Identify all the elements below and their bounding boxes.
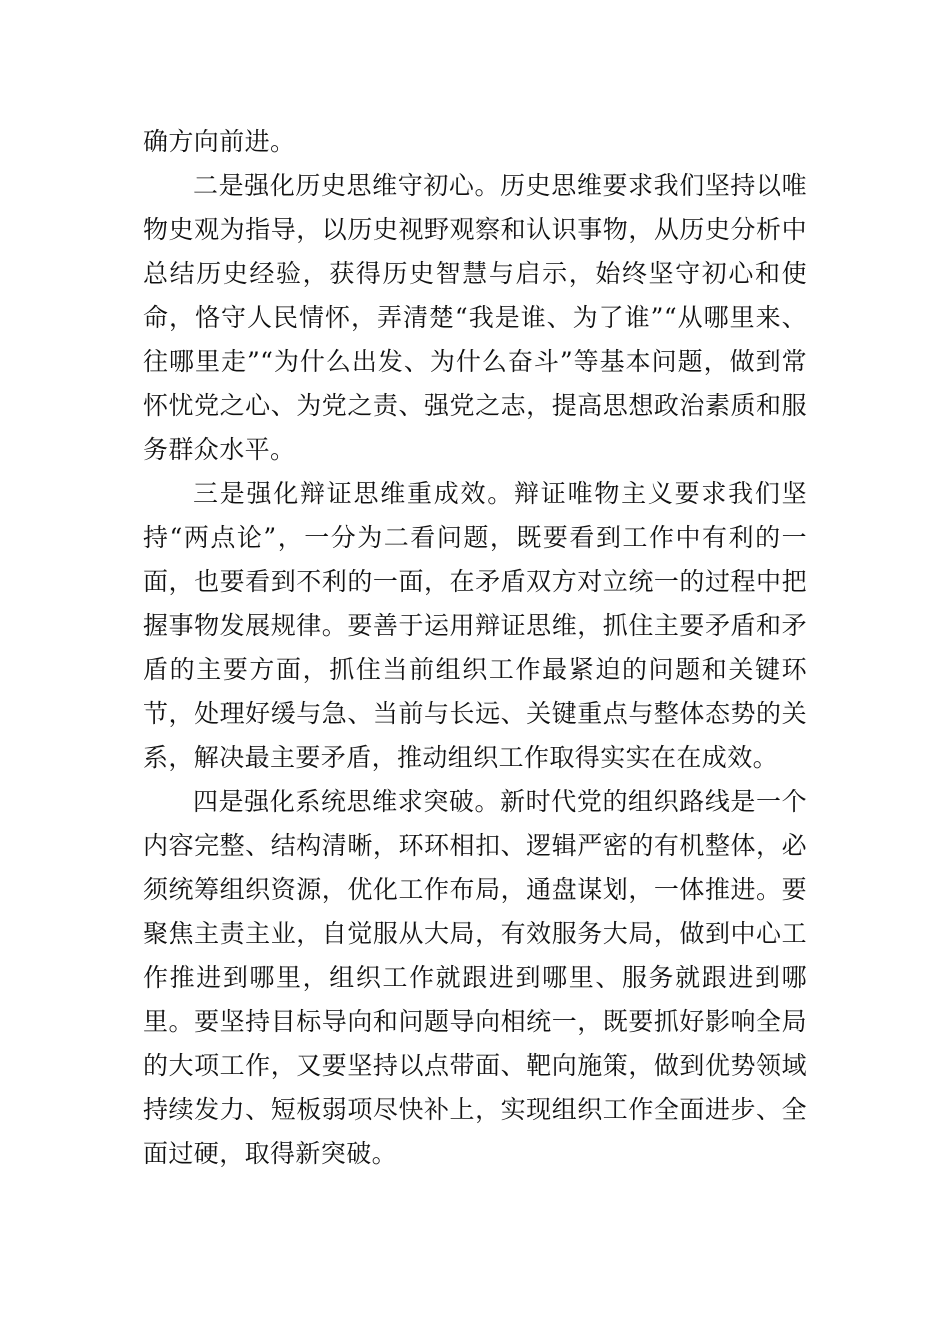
- paragraph-historical-thinking: 二是强化历史思维守初心。历史思维要求我们坚持以唯物史观为指导，以历史视野观察和认识事物，从历史分析中总结历史经验，获得历史智慧与启示，始终坚守初心和使命，恪守人民情怀，弄清楚“我是谁、为了谁”“从哪里来、往哪里走”“为什么出发、为什么奋斗”等基本问题，做到常怀忧党之心、为党之责、强党之志，提高思想政治素质和服务群众水平。: [143, 171, 807, 464]
- paragraph-continuation: 确方向前进。: [143, 127, 296, 156]
- document-body: [143, 120, 807, 1176]
- paragraph-dialectical-thinking: 三是强化辩证思维重成效。辩证唯物主义要求我们坚持“两点论”，一分为二看问题，既要看到工作中有利的一面，也要看到不利的一面，在矛盾双方对立统一的过程中把握事物发展规律。要善于运用辩证思维，抓住主要矛盾和矛盾的主要方面，抓住当前组织工作最紧迫的问题和关键环节，处理好缓与急、当前与长远、关键重点与整体态势的关系，解决最主要矛盾，推动组织工作取得实实在在成效。: [143, 479, 807, 772]
- paragraph-systems-thinking: 四是强化系统思维求突破。新时代党的组织路线是一个内容完整、结构清晰，环环相扣、逻辑严密的有机整体，必须统筹组织资源，优化工作布局，通盘谋划，一体推进。要聚焦主责主业，自觉服从大局，有效服务大局，做到中心工作推进到哪里，组织工作就跟进到哪里、服务就跟进到哪里。要坚持目标导向和问题导向相统一，既要抓好影响全局的大项工作，又要坚持以点带面、靶向施策，做到优势领域持续发力、短板弱项尽快补上，实现组织工作全面进步、全面过硬，取得新突破。: [143, 787, 807, 1168]
